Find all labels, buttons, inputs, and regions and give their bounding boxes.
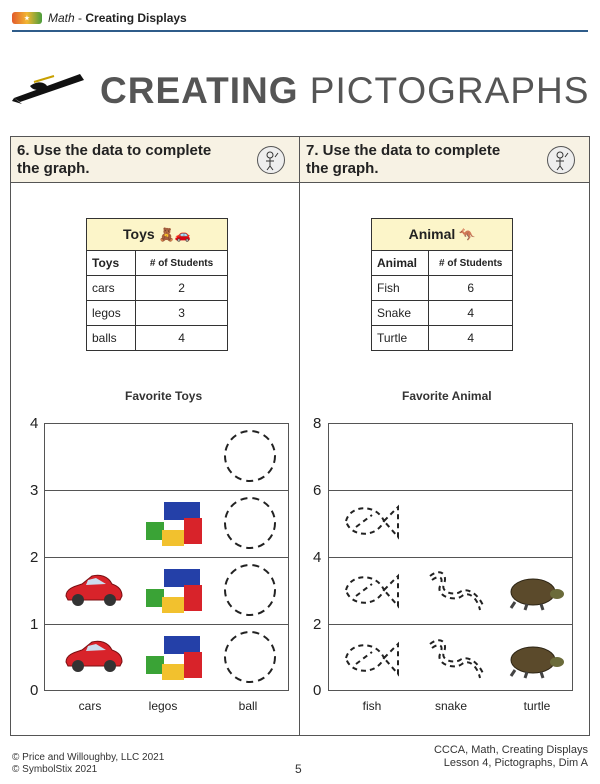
- table-cell: Turtle: [372, 326, 429, 351]
- animal-data-table: [371, 218, 513, 351]
- column-divider: [299, 136, 300, 736]
- page-number: 5: [295, 762, 302, 776]
- page-title-bold: CREATING: [100, 70, 299, 111]
- grid-line: [329, 490, 572, 491]
- page-title-light: PICTOGRAPHS: [298, 70, 590, 111]
- table-cell: cars: [87, 276, 136, 301]
- y-tick-label: 0: [313, 682, 322, 699]
- legos-icon: [144, 630, 206, 688]
- y-tick-label: 0: [30, 682, 39, 699]
- x-category-label: ball: [238, 699, 258, 713]
- y-tick-label: 6: [313, 482, 322, 499]
- y-tick-label: 2: [313, 616, 322, 633]
- q6-header: [11, 137, 299, 183]
- table-cell: 6: [429, 276, 513, 301]
- table-cell: 4: [429, 326, 513, 351]
- y-tick-label: 4: [313, 549, 322, 566]
- x-category-label: turtle: [523, 699, 551, 713]
- table-cell: Snake: [372, 301, 429, 326]
- x-category-label: cars: [78, 699, 102, 713]
- animal-icon: 🦘: [459, 227, 476, 242]
- pencil-hand-icon: [10, 68, 90, 108]
- animal-graph-title: Favorite Animal: [402, 389, 492, 403]
- turtle-icon: [505, 572, 567, 612]
- toys-data-table: [86, 218, 228, 351]
- traceable-snake-icon: [424, 566, 490, 616]
- y-tick-label: 2: [30, 549, 39, 566]
- animal-table-title: Animal 🦘: [372, 219, 513, 251]
- table-cell: 4: [429, 301, 513, 326]
- y-tick-label: 8: [313, 415, 322, 432]
- animal-col-header: Animal: [372, 251, 429, 276]
- grid-line: [329, 624, 572, 625]
- grid-line: [45, 490, 288, 491]
- header-separator: -: [74, 11, 86, 25]
- table-cell: legos: [87, 301, 136, 326]
- y-tick-label: 1: [30, 616, 39, 633]
- q6-prompt: 6. Use the data to complete the graph.: [17, 142, 212, 177]
- header-topic: Creating Displays: [85, 11, 187, 25]
- header-subject: Math: [48, 11, 75, 25]
- traceable-ball-icon: [222, 428, 278, 484]
- table-cell: 3: [136, 301, 228, 326]
- toys-graph-title: Favorite Toys: [125, 389, 203, 403]
- grid-line: [329, 557, 572, 558]
- table-cell: 4: [136, 326, 228, 351]
- q7-header: [300, 137, 589, 183]
- course-block: [434, 744, 588, 770]
- copyright-line: © SymbolStix 2021: [12, 764, 98, 775]
- table-cell: balls: [87, 326, 136, 351]
- table-cell: 2: [136, 276, 228, 301]
- toys-icon: 🧸🚗: [158, 227, 191, 242]
- legos-icon: [144, 563, 206, 621]
- toys-table-title: Toys 🧸🚗: [87, 219, 228, 251]
- header-bar: [12, 8, 187, 28]
- copyright-block: [12, 752, 164, 776]
- copyright-line: © Price and Willoughby, LLC 2021: [12, 752, 165, 763]
- grid-line: [45, 624, 288, 625]
- traceable-fish-icon: [340, 634, 404, 684]
- x-category-label: fish: [362, 699, 382, 713]
- y-tick-label: 4: [30, 415, 39, 432]
- students-col-header: # of Students: [429, 251, 513, 276]
- page-title: [100, 70, 589, 112]
- header-rule: [12, 30, 588, 32]
- q7-prompt: 7. Use the data to complete the graph.: [306, 142, 501, 177]
- y-tick-label: 3: [30, 482, 39, 499]
- car-icon: [62, 632, 124, 678]
- course-line: CCCA, Math, Creating Displays: [433, 744, 588, 756]
- grid-line: [45, 557, 288, 558]
- students-col-header: # of Students: [136, 251, 228, 276]
- car-icon: [62, 566, 124, 612]
- student-writing-icon: [547, 146, 575, 174]
- x-category-label: snake: [434, 699, 468, 713]
- traceable-ball-icon: [222, 562, 278, 618]
- traceable-snake-icon: [424, 634, 490, 684]
- traceable-ball-icon: [222, 629, 278, 685]
- traceable-fish-icon: [340, 566, 404, 616]
- traceable-ball-icon: [222, 495, 278, 551]
- x-category-label: legos: [148, 699, 178, 713]
- turtle-icon: [505, 640, 567, 680]
- lesson-line: Lesson 4, Pictographs, Dim A: [443, 757, 588, 769]
- traceable-fish-icon: [340, 497, 404, 547]
- student-writing-icon: [257, 146, 285, 174]
- publisher-logo: ★: [12, 12, 42, 24]
- legos-icon: [144, 496, 206, 554]
- table-cell: Fish: [372, 276, 429, 301]
- toys-col-header: Toys: [87, 251, 136, 276]
